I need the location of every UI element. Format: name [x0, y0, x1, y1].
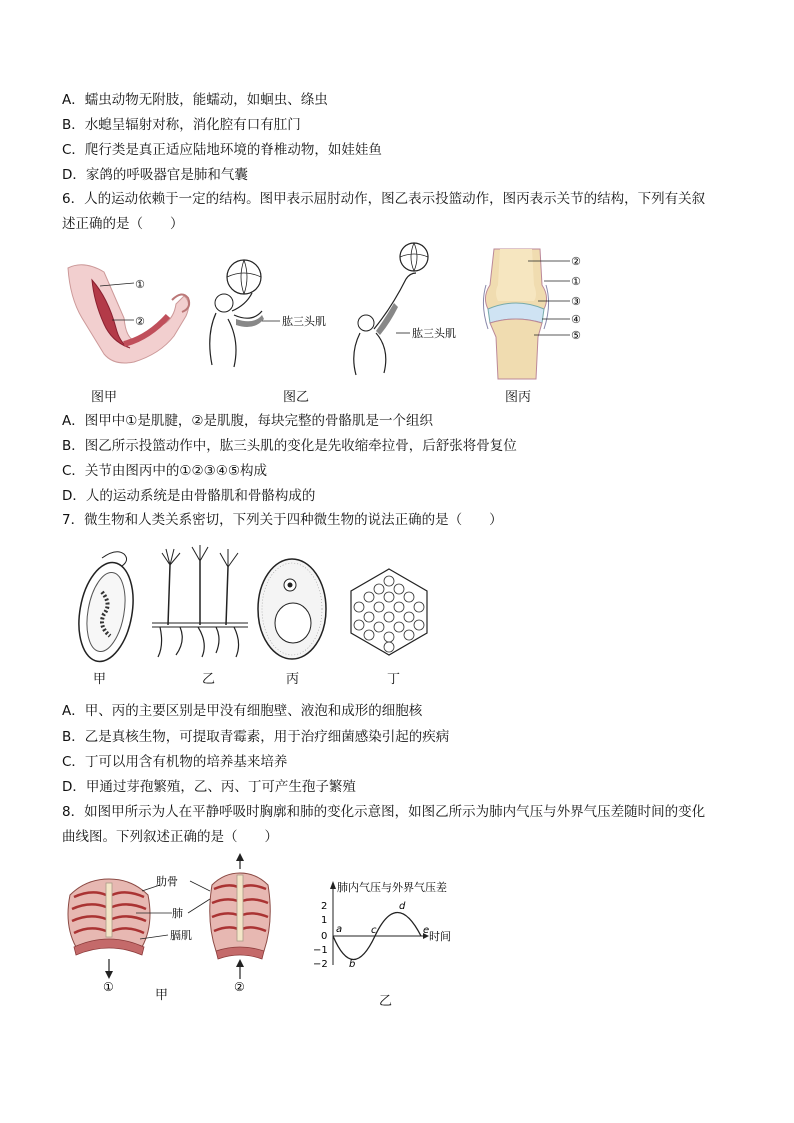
ribcage-marker-1: ① — [103, 980, 114, 994]
q5-option-c: C．爬行类是真正适应陆地环境的脊椎动物，如娃娃鱼 — [62, 142, 382, 158]
q7-fig-jia-label: 甲 — [93, 672, 107, 687]
q8-stem-line2: 曲线图。下列叙述正确的是（ ） — [62, 829, 278, 845]
diaphragm-label: 膈肌 — [170, 929, 192, 942]
q7-option-c: C．丁可以用含有机物的培养基来培养 — [62, 754, 288, 770]
q6-option-d: D．人的运动系统是由骨骼肌和骨骼构成的 — [62, 488, 316, 504]
q8-fig-yi-label: 乙 — [379, 994, 393, 1009]
q6-option-b: B．图乙所示投篮动作中，肱三头肌的变化是先收缩牵拉骨，后舒张将骨复位 — [62, 438, 517, 454]
point-d: d — [399, 901, 406, 912]
q7-fig-ding-label: 丁 — [387, 672, 401, 687]
q7-option-a: A．甲、丙的主要区别是甲没有细胞壁、液泡和成形的细胞核 — [62, 703, 423, 719]
fig-jia-label: 图甲 — [91, 390, 118, 405]
point-e: e — [423, 925, 430, 936]
joint-marker-3: ③ — [571, 295, 581, 308]
q6-option-a: A．图甲中①是肌腱，②是肌腹，每块完整的骨骼肌是一个组织 — [62, 413, 433, 429]
muscle-label-pose1: 肱三头肌 — [282, 315, 326, 328]
q7-option-d: D．甲通过芽孢繁殖，乙、丙、丁可产生孢子繁殖 — [62, 779, 356, 795]
joint-marker-1: ① — [571, 275, 581, 288]
q5-option-a: A．蠕虫动物无附肢，能蠕动，如蛔虫、绦虫 — [62, 92, 328, 108]
q8-stem-line1: 8．如图甲所示为人在平静呼吸时胸廓和肺的变化示意图，如图乙所示为肺内气压与外界气压差随时间的变化 — [62, 804, 706, 820]
knee-joint-figure — [484, 245, 594, 380]
graph-title: 肺内气压与外界气压差 — [337, 881, 447, 894]
rib-label: 肋骨 — [156, 875, 178, 888]
fig-bing-label: 图丙 — [505, 390, 532, 405]
ribcage-figure — [62, 855, 277, 1010]
ytick-0: 0 — [321, 931, 328, 942]
basketball-shot-figure — [200, 245, 490, 380]
lung-label: 肺 — [172, 907, 183, 920]
q6-stem-line1: 6．人的运动依赖于一定的结构。图甲表示屈肘动作，图乙表示投篮动作，图丙表示关节的结构，下列有关叙 — [62, 191, 706, 207]
fig-yi-label: 图乙 — [283, 390, 310, 405]
q5-option-d: D．家鸽的呼吸器官是肺和气囊 — [62, 167, 248, 183]
q7-option-b: B．乙是真核生物，可提取青霉素，用于治疗细菌感染引起的疾病 — [62, 729, 450, 745]
bacterium-figure — [72, 548, 142, 666]
q7-stem: 7．微生物和人类关系密切，下列关于四种微生物的说法正确的是（ ） — [62, 512, 503, 528]
pressure-graph — [305, 875, 495, 975]
yeast-figure — [255, 555, 330, 665]
ytick-1: 1 — [321, 915, 328, 926]
q5-option-b: B．水螅呈辐射对称，消化腔有口有肛门 — [62, 117, 301, 133]
point-a: a — [336, 924, 343, 935]
q6-stem-line2: 述正确的是（ ） — [62, 216, 184, 232]
q7-fig-bing-label: 丙 — [286, 672, 300, 687]
graph-xlabel: 时间 — [429, 930, 451, 943]
point-c: c — [371, 925, 377, 936]
ytick-2: 2 — [321, 901, 328, 912]
muscle-label-pose2: 肱三头肌 — [412, 327, 456, 340]
q8-fig-jia-label: 甲 — [155, 988, 169, 1003]
virus-figure — [345, 567, 433, 657]
arm-marker-1: ① — [135, 278, 145, 291]
penicillium-figure — [150, 545, 250, 663]
joint-marker-2: ② — [571, 255, 581, 268]
arm-flexion-figure — [64, 258, 194, 378]
joint-marker-5: ⑤ — [571, 329, 581, 342]
arm-marker-2: ② — [135, 315, 145, 328]
q7-fig-yi-label: 乙 — [202, 672, 216, 687]
ribcage-marker-2: ② — [234, 980, 245, 994]
point-b: b — [349, 959, 356, 970]
ytick-neg1: −1 — [313, 945, 328, 956]
q6-option-c: C．关节由图丙中的①②③④⑤构成 — [62, 463, 267, 479]
joint-marker-4: ④ — [571, 313, 581, 326]
ytick-neg2: −2 — [313, 959, 328, 970]
